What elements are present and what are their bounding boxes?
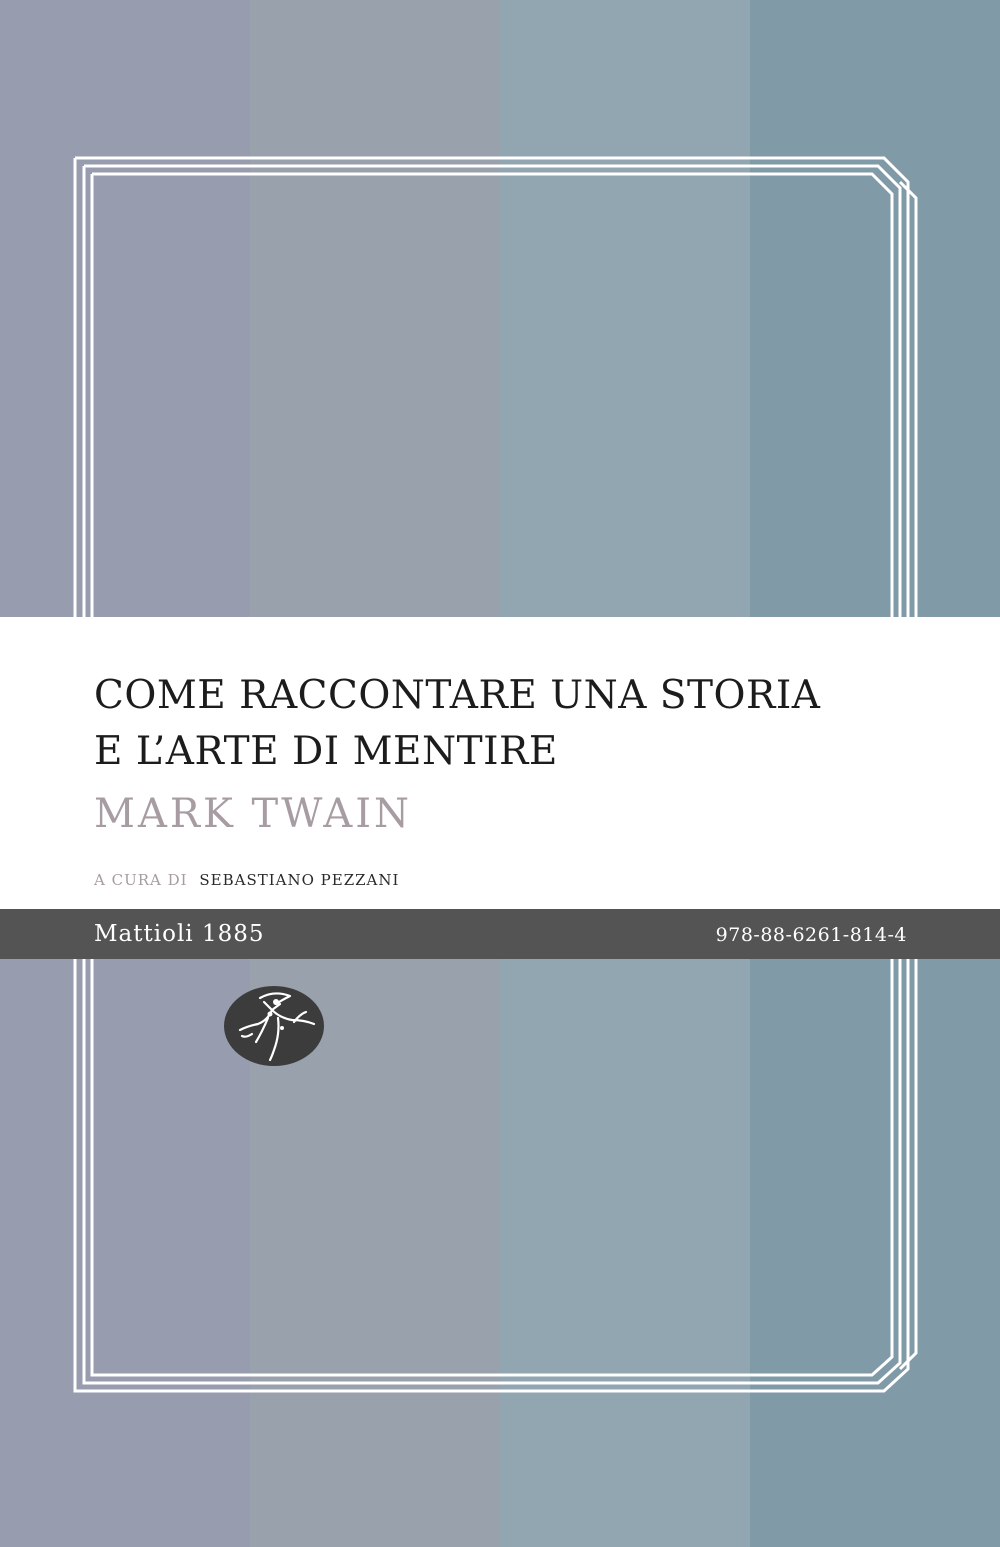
book-title-line-2: E L’ARTE DI MENTIRE <box>94 729 558 774</box>
editor-credit <box>94 870 399 890</box>
book-author: MARK TWAIN <box>94 791 413 837</box>
publisher-emblem-icon <box>222 984 326 1068</box>
book-title-line-1: COME RACCONTARE UNA STORIA <box>94 673 821 718</box>
isbn-number: 978-88-6261-814-4 <box>715 924 907 946</box>
publisher-name: Mattioli 1885 <box>94 921 265 947</box>
editor-prefix: A CURA DI <box>94 871 188 889</box>
book-title <box>94 668 974 780</box>
editor-name: SEBASTIANO PEZZANI <box>199 871 400 889</box>
